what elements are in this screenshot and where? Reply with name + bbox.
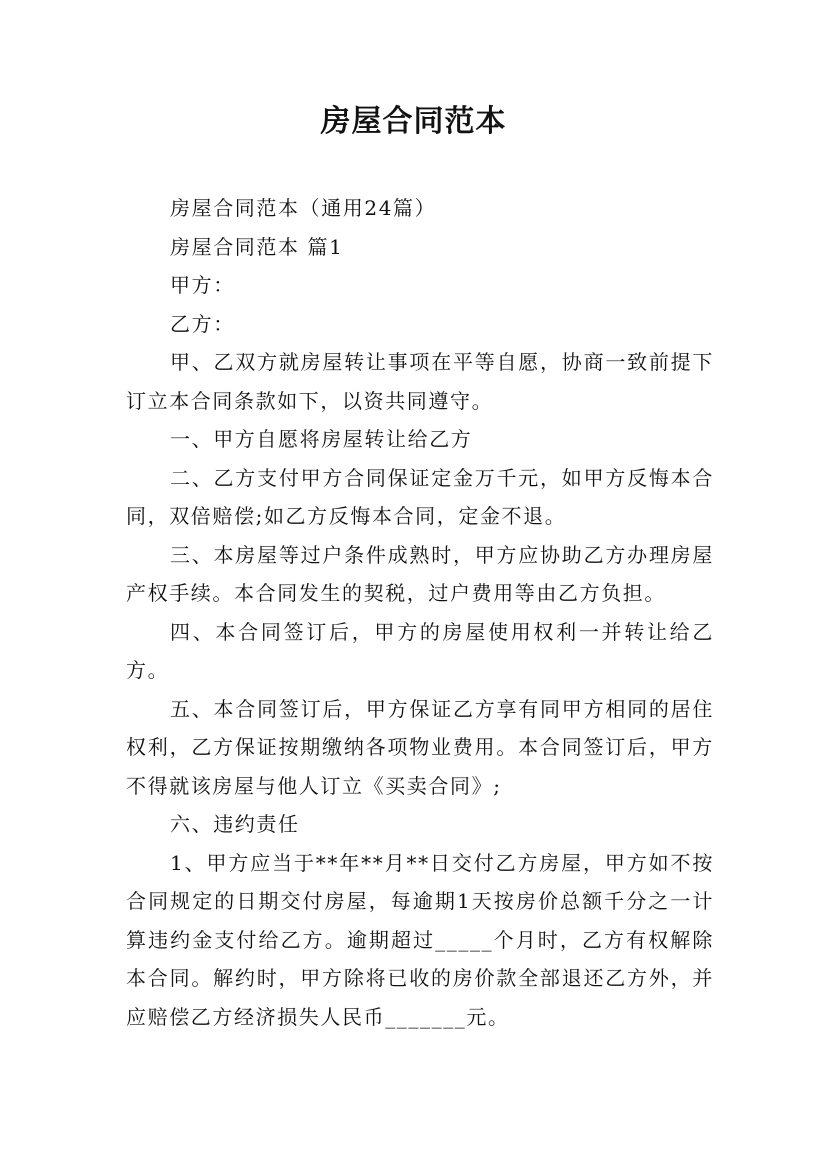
paragraph-party-b: 乙方： — [170, 311, 235, 336]
paragraph-clause-2: 二、乙方支付甲方合同保证定金万千元，如甲方反悔本合同，双倍赔偿;如乙方反悔本合同，定金不退。 — [126, 465, 714, 528]
paragraph-clause-4: 四、本合同签订后，甲方的房屋使用权利一并转让给乙方。 — [126, 619, 714, 682]
paragraph-subtitle: 房屋合同范本（通用24篇） — [170, 196, 437, 220]
paragraph-party-a: 甲方： — [170, 273, 235, 297]
document-body — [126, 189, 714, 1036]
document-title: 房屋合同范本 — [320, 104, 507, 139]
paragraph-clause-6-heading: 六、违约责任 — [170, 812, 300, 836]
paragraph-preamble: 甲、乙双方就房屋转让事项在平等自愿，协商一致前提下订立本合同条款如下，以资共同遵守。 — [126, 350, 714, 413]
paragraph-section-heading: 房屋合同范本 篇1 — [170, 234, 344, 259]
paragraph-clause-6-item-1: 1、甲方应当于**年**月**日交付乙方房屋，甲方如不按合同规定的日期交付房屋，每逾期1天按房价总额千分之一计算违约金支付给乙方。逾期超过_____个月时，乙方有权解除本合同。解约时，甲方除将已收的房价款全部退还乙方外，并应赔偿乙方经济损失人民币_______元。 — [126, 850, 714, 1029]
paragraph-clause-3: 三、本房屋等过户条件成熟时，甲方应协助乙方办理房屋产权手续。本合同发生的契税，过户费用等由乙方负担。 — [126, 542, 714, 605]
paragraph-clause-5: 五、本合同签订后，甲方保证乙方享有同甲方相同的居住权利，乙方保证按期缴纳各项物业费用。本合同签订后，甲方不得就该房屋与他人订立《买卖合同》; — [126, 696, 714, 798]
paragraph-clause-1: 一、甲方自愿将房屋转让给乙方 — [170, 427, 473, 451]
